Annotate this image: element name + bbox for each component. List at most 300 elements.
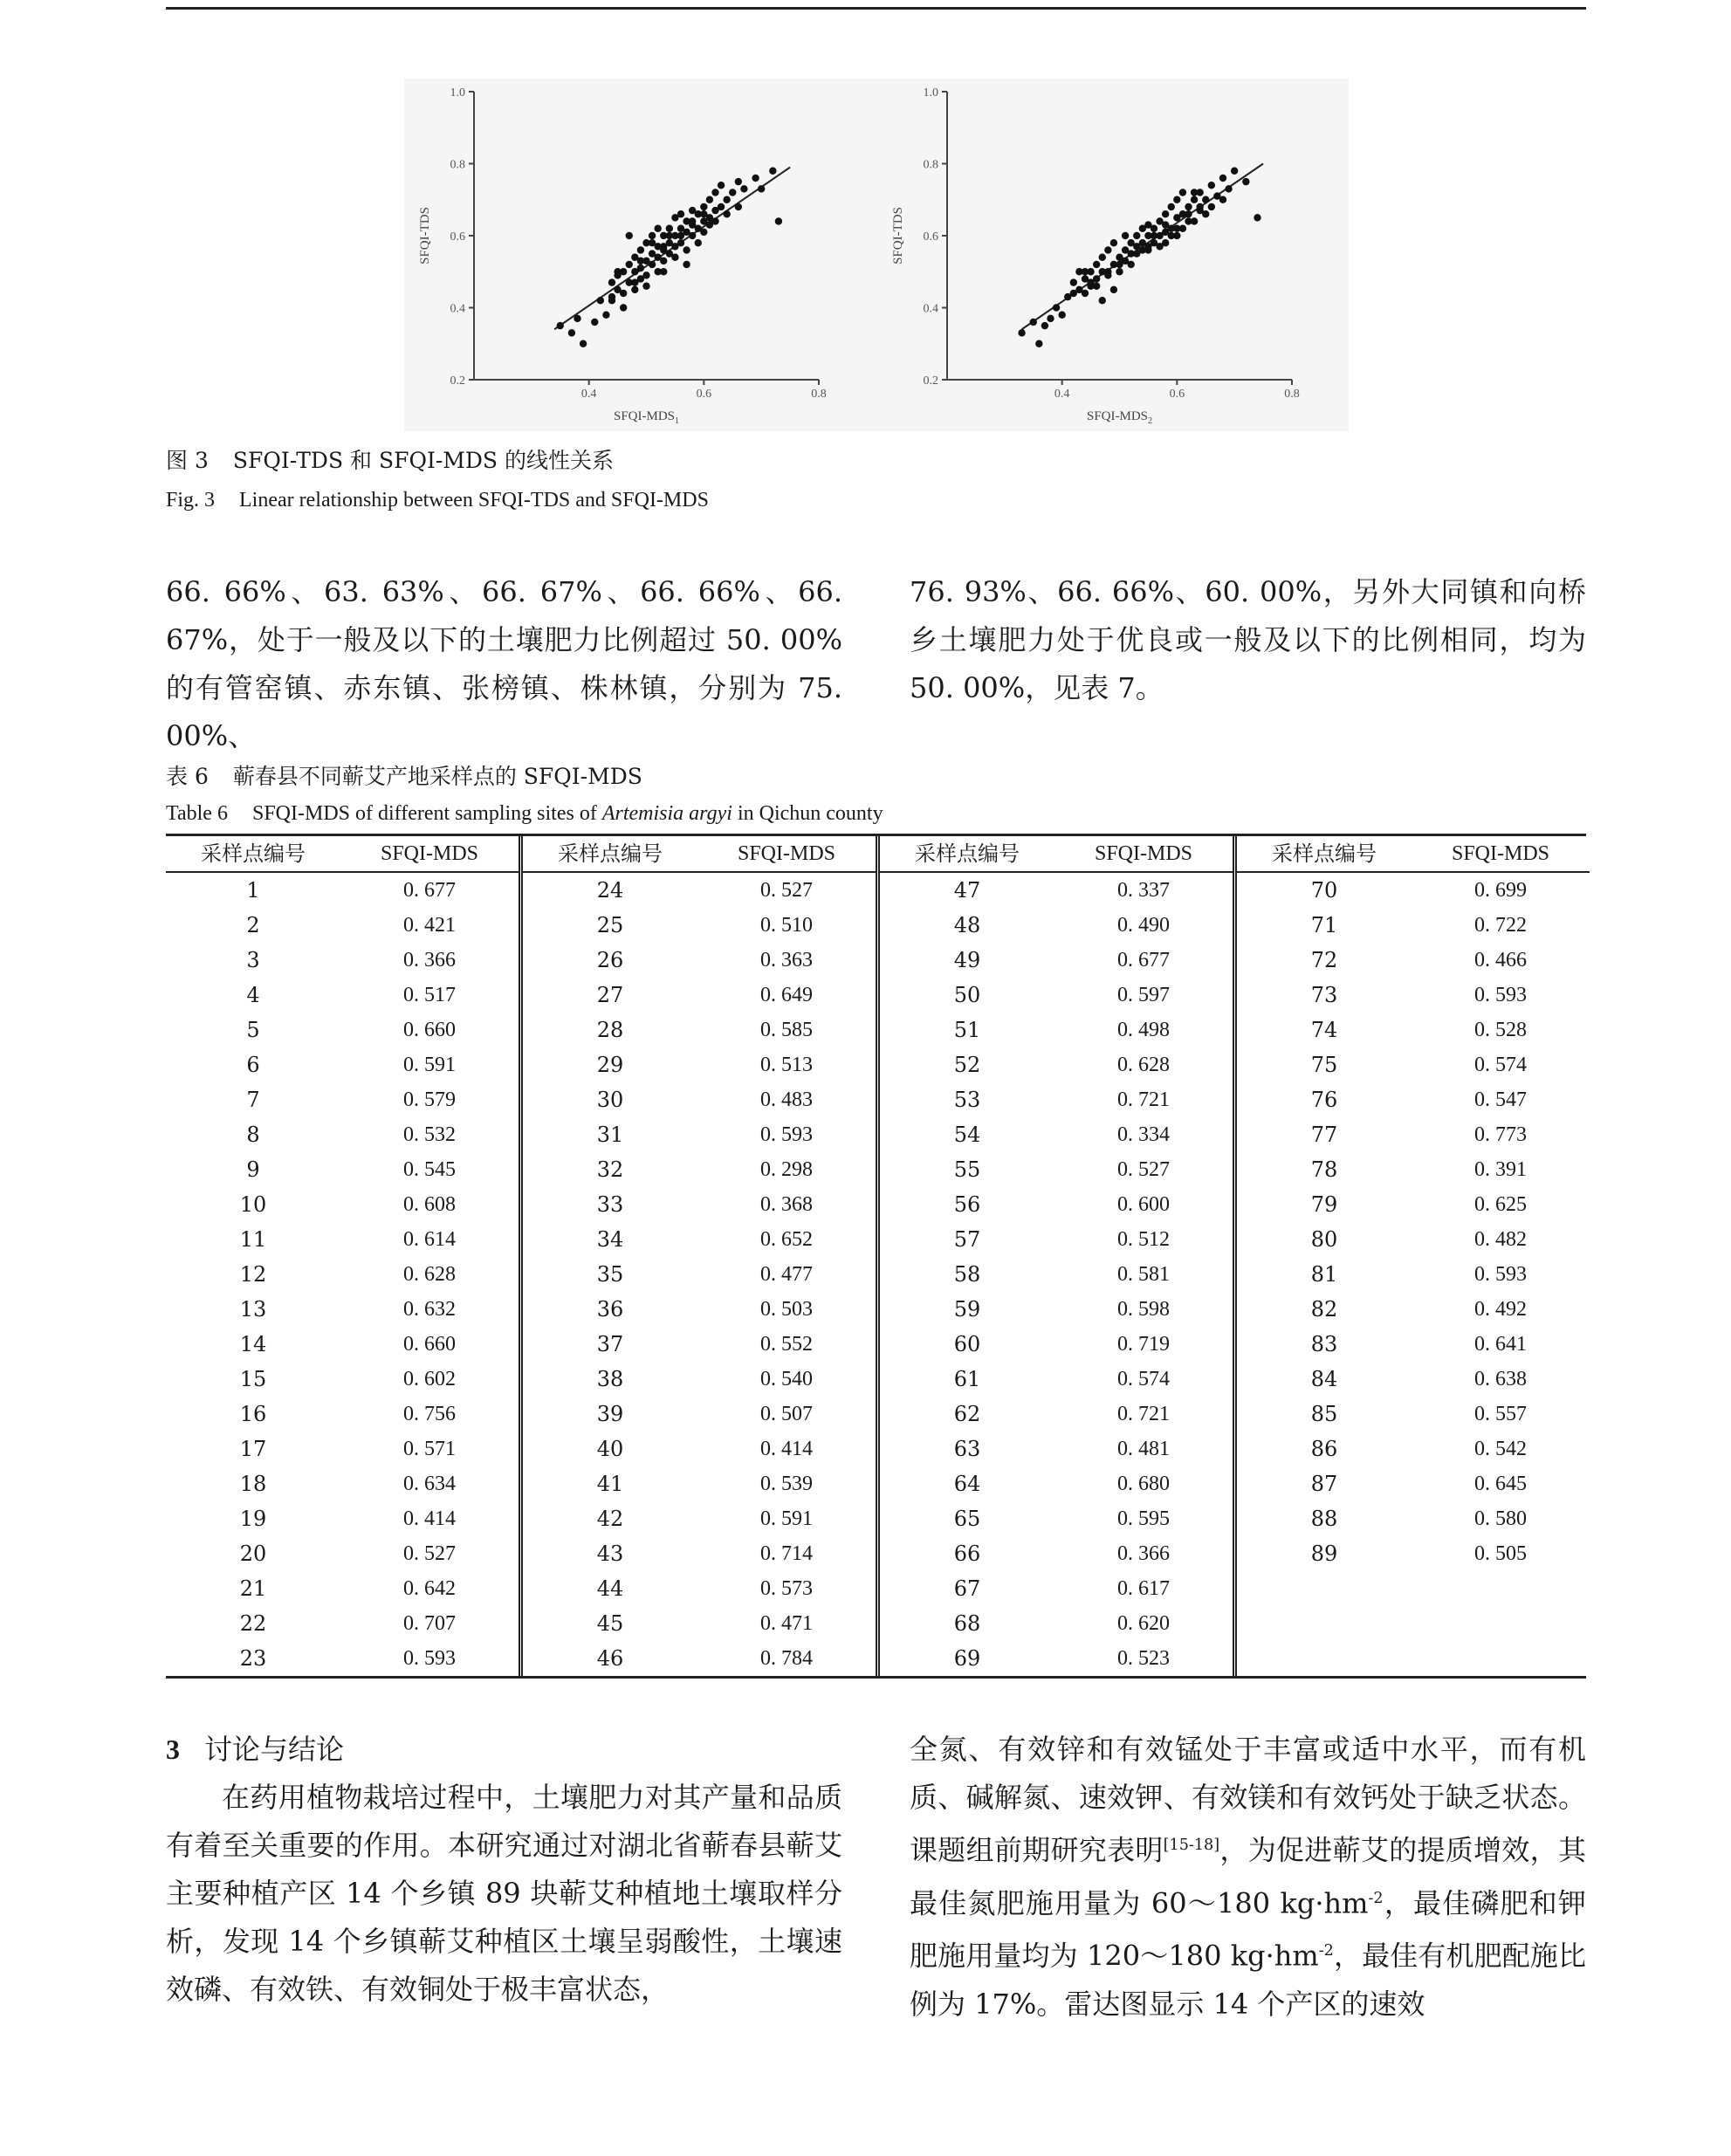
sfqi-mds-cell: 0. 707 xyxy=(403,1612,456,1635)
table-row xyxy=(523,1432,876,1466)
sfqi-mds-cell: 0. 641 xyxy=(1474,1333,1527,1356)
table-row xyxy=(880,1606,1233,1641)
section-3-right xyxy=(910,1726,1586,2029)
sfqi-mds-cell: 0. 660 xyxy=(403,1333,456,1356)
site-id-cell: 83 xyxy=(1310,1332,1338,1356)
site-id-cell: 21 xyxy=(239,1576,267,1601)
site-id-cell: 74 xyxy=(1310,1018,1338,1042)
data-point xyxy=(1162,239,1169,246)
sfqi-mds-cell: 0. 571 xyxy=(403,1438,456,1460)
site-id-cell: 10 xyxy=(239,1192,267,1217)
data-point xyxy=(1196,189,1203,196)
table-row xyxy=(1237,1397,1590,1432)
sfqi-mds-cell: 0. 574 xyxy=(1117,1368,1170,1390)
sfqi-mds-cell: 0. 414 xyxy=(760,1438,813,1460)
site-id-cell: 60 xyxy=(953,1332,981,1356)
data-point xyxy=(637,264,644,271)
sfqi-mds-cell: 0. 527 xyxy=(760,879,813,902)
table-row xyxy=(1237,1082,1590,1117)
site-id-cell: 23 xyxy=(239,1646,267,1671)
table-row xyxy=(523,943,876,978)
sfqi-mds-cell: 0. 517 xyxy=(403,984,456,1006)
body-paragraph-left: 66. 66%、63. 63%、66. 67%、66. 66%、66. 67%，处于一般及以下的土壤肥力比例超过 50. 00% 的有管窑镇、赤东镇、张榜镇、株林镇，分别为 75. 00%、 xyxy=(166,575,842,752)
table-row xyxy=(166,1152,519,1187)
site-id-cell: 8 xyxy=(246,1123,260,1147)
site-id-cell: 81 xyxy=(1310,1262,1338,1287)
site-id-cell: 19 xyxy=(239,1507,267,1531)
table-row xyxy=(1237,1187,1590,1222)
sfqi-mds-cell: 0. 492 xyxy=(1474,1298,1527,1321)
site-id-cell: 15 xyxy=(239,1367,267,1391)
table-row xyxy=(523,978,876,1013)
data-point xyxy=(574,315,580,322)
table-header-row xyxy=(523,836,876,873)
sfqi-mds-cell: 0. 614 xyxy=(403,1228,456,1251)
sfqi-mds-cell: 0. 547 xyxy=(1474,1088,1527,1111)
sfqi-mds-cell: 0. 642 xyxy=(403,1577,456,1600)
sfqi-mds-cell: 0. 366 xyxy=(1117,1542,1170,1565)
x-tick-label: 0.8 xyxy=(811,388,827,401)
sfqi-mds-cell xyxy=(1412,1641,1590,1676)
table-6-title-cn: 表 6 蕲春县不同蕲艾产地采样点的 SFQI-MDS xyxy=(166,764,642,789)
site-id-cell: 1 xyxy=(246,878,260,903)
sfqi-mds-cell: 0. 507 xyxy=(760,1403,813,1425)
data-point xyxy=(1122,232,1129,239)
sfqi-mds-cell: 0. 719 xyxy=(1117,1333,1170,1356)
sfqi-mds-cell: 0. 628 xyxy=(1117,1054,1170,1076)
data-point xyxy=(1058,312,1065,319)
data-point xyxy=(1070,278,1077,285)
table-row xyxy=(166,1082,519,1117)
site-id-cell: 33 xyxy=(596,1192,624,1217)
site-id-cell: 16 xyxy=(239,1402,267,1426)
data-point xyxy=(695,239,702,246)
data-point xyxy=(735,203,742,210)
header-site-id: 采样点编号 xyxy=(1272,841,1377,866)
y-tick-label: 0.2 xyxy=(450,374,465,388)
figure-caption-en: Fig. 3 Linear relationship between SFQI-TDS and SFQI-MDS xyxy=(166,489,709,512)
table-row xyxy=(166,908,519,943)
sfqi-mds-cell: 0. 366 xyxy=(403,949,456,972)
site-id-cell: 26 xyxy=(596,948,624,972)
site-id-cell: 17 xyxy=(239,1437,267,1461)
data-point xyxy=(729,189,736,196)
sfqi-mds-cell: 0. 714 xyxy=(760,1542,813,1565)
table-row xyxy=(880,1152,1233,1187)
table-row xyxy=(523,1327,876,1362)
data-point xyxy=(1225,185,1232,192)
table-row xyxy=(880,1292,1233,1327)
data-point xyxy=(637,246,644,253)
header-sfqi-mds: SFQI-MDS xyxy=(1451,842,1550,865)
site-id-cell: 45 xyxy=(596,1611,624,1636)
table-row xyxy=(1237,1152,1590,1187)
data-point xyxy=(1191,217,1198,224)
site-id-cell: 54 xyxy=(953,1123,981,1147)
data-point xyxy=(568,329,575,336)
table-row xyxy=(880,1047,1233,1082)
site-id-cell: 68 xyxy=(953,1611,981,1636)
data-point xyxy=(666,225,673,232)
axis-lines xyxy=(474,92,819,380)
sfqi-mds-cell: 0. 628 xyxy=(403,1263,456,1286)
site-id-cell: 37 xyxy=(596,1332,624,1356)
y-tick-label: 0.2 xyxy=(923,374,938,388)
table-row xyxy=(880,1362,1233,1397)
sfqi-mds-cell: 0. 602 xyxy=(403,1368,456,1390)
table-row xyxy=(166,1571,519,1606)
data-point xyxy=(642,283,649,290)
table-row xyxy=(523,1187,876,1222)
site-id-cell: 47 xyxy=(953,878,981,903)
site-id-cell: 64 xyxy=(953,1472,981,1496)
table-row xyxy=(523,1047,876,1082)
data-point xyxy=(1082,290,1089,297)
site-id-cell: 57 xyxy=(953,1227,981,1252)
data-point xyxy=(620,290,627,297)
site-id-cell: 51 xyxy=(953,1018,981,1042)
table-row xyxy=(166,1641,519,1676)
data-point xyxy=(769,168,776,175)
data-point xyxy=(1219,196,1226,203)
y-tick-label: 0.8 xyxy=(923,158,938,172)
sfqi-mds-cell: 0. 481 xyxy=(1117,1438,1170,1460)
sfqi-mds-cell: 0. 600 xyxy=(1117,1193,1170,1216)
table-row xyxy=(166,1466,519,1501)
site-id-cell: 79 xyxy=(1310,1192,1338,1217)
table-row xyxy=(880,1257,1233,1292)
table-row xyxy=(1237,1466,1590,1501)
site-id-cell: 11 xyxy=(239,1227,267,1252)
data-point xyxy=(1133,232,1140,239)
table-row xyxy=(523,1362,876,1397)
data-point xyxy=(689,232,696,239)
data-point xyxy=(671,254,678,261)
data-point xyxy=(631,286,638,293)
table-row xyxy=(523,1257,876,1292)
table-row xyxy=(1237,1501,1590,1536)
site-id-cell: 59 xyxy=(953,1297,981,1322)
sfqi-mds-cell: 0. 557 xyxy=(1474,1403,1527,1425)
site-id-cell: 71 xyxy=(1310,913,1338,937)
table-row xyxy=(523,1641,876,1676)
data-point xyxy=(677,210,684,217)
y-tick-label: 0.6 xyxy=(450,230,465,244)
data-point xyxy=(626,232,633,239)
data-point xyxy=(602,312,609,319)
site-id-cell: 40 xyxy=(596,1437,624,1461)
site-id-cell: 66 xyxy=(953,1541,981,1566)
table-row xyxy=(523,1466,876,1501)
data-point xyxy=(1219,175,1226,182)
data-point xyxy=(654,225,661,232)
site-id-cell: 2 xyxy=(246,913,260,937)
table-row xyxy=(166,873,519,908)
site-id-cell: 62 xyxy=(953,1402,981,1426)
site-id-cell: 87 xyxy=(1310,1472,1338,1496)
sfqi-mds-cell: 0. 466 xyxy=(1474,949,1527,972)
table-row xyxy=(880,1082,1233,1117)
table-row xyxy=(523,1397,876,1432)
body-paragraph-right: 76. 93%、66. 66%、60. 00%，另外大同镇和向桥乡土壤肥力处于优良或一般及以下的比例相同，均为 50. 00%，见表 7。 xyxy=(910,575,1586,704)
site-id-cell: 44 xyxy=(596,1576,624,1601)
data-point xyxy=(1208,203,1215,210)
table-row xyxy=(1237,1536,1590,1571)
sfqi-mds-cell: 0. 477 xyxy=(760,1263,813,1286)
table-header-row xyxy=(166,836,519,873)
data-point xyxy=(700,210,707,217)
table-row xyxy=(880,873,1233,908)
table-row xyxy=(166,1187,519,1222)
sfqi-mds-cell: 0. 505 xyxy=(1474,1542,1527,1565)
site-id-cell: 31 xyxy=(596,1123,624,1147)
header-site-id: 采样点编号 xyxy=(558,841,663,866)
sfqi-mds-cell: 0. 414 xyxy=(403,1507,456,1530)
table-row xyxy=(523,1117,876,1152)
site-id-cell: 36 xyxy=(596,1297,624,1322)
sfqi-mds-cell: 0. 721 xyxy=(1117,1403,1170,1425)
site-id-cell: 12 xyxy=(239,1262,267,1287)
sfqi-mds-cell: 0. 573 xyxy=(760,1577,813,1600)
sfqi-mds-cell: 0. 532 xyxy=(403,1123,456,1146)
table-row xyxy=(1237,1292,1590,1327)
site-id-cell: 80 xyxy=(1310,1227,1338,1252)
data-point xyxy=(677,232,684,239)
sfqi-mds-cell: 0. 579 xyxy=(403,1088,456,1111)
table-row xyxy=(880,1397,1233,1432)
table-row xyxy=(880,978,1233,1013)
header-site-id: 采样点编号 xyxy=(201,841,306,866)
sfqi-mds-cell: 0. 784 xyxy=(760,1647,813,1670)
data-point xyxy=(614,268,621,275)
section-3-paragraph-continued: 全氮、有效锌和有效锰处于丰富或适中水平，而有机质、碱解氮、速效钾、有效镁和有效钙处于缺乏状态。课题组前期研究表明[15-18]，为促进蕲艾的提质增效，其最佳氮肥施用量为 60～180 $kg\cdot hm^{-2}$，最佳磷肥和钾肥施用量均为 120～180 $kg\cdot hm^{-2}$，最佳有机肥配施比例为 17%。雷达图显示 14 个产区的速效 xyxy=(910,1733,1586,2021)
sfqi-mds-cell: 0. 581 xyxy=(1117,1263,1170,1286)
site-id-cell: 61 xyxy=(953,1367,981,1391)
site-id-cell: 88 xyxy=(1310,1507,1338,1531)
data-point xyxy=(557,322,564,329)
site-id-cell: 29 xyxy=(596,1053,624,1077)
table-row xyxy=(523,1606,876,1641)
table-row xyxy=(523,873,876,908)
sfqi-mds-cell: 0. 334 xyxy=(1117,1123,1170,1146)
sfqi-mds-cell: 0. 593 xyxy=(403,1647,456,1670)
data-point xyxy=(1041,322,1048,329)
site-id-cell: 65 xyxy=(953,1507,981,1531)
site-id-cell: 22 xyxy=(239,1611,267,1636)
site-id-cell: 69 xyxy=(953,1646,981,1671)
sfqi-mds-cell: 0. 634 xyxy=(403,1473,456,1495)
sfqi-mds-cell: 0. 632 xyxy=(403,1298,456,1321)
site-id-cell: 72 xyxy=(1310,948,1338,972)
site-id-cell: 48 xyxy=(953,913,981,937)
site-id-cell: 27 xyxy=(596,983,624,1007)
data-point xyxy=(700,203,707,210)
data-point xyxy=(1018,329,1025,336)
y-tick-label: 1.0 xyxy=(450,86,465,100)
site-id-cell: 49 xyxy=(953,948,981,972)
data-point xyxy=(1202,196,1209,203)
sfqi-mds-cell: 0. 677 xyxy=(403,879,456,902)
section-3-left xyxy=(166,1726,842,2014)
data-point xyxy=(1047,315,1054,322)
sfqi-mds-cell: 0. 512 xyxy=(1117,1228,1170,1251)
sfqi-mds-cell: 0. 677 xyxy=(1117,949,1170,972)
data-point xyxy=(649,261,656,268)
table-row xyxy=(523,1082,876,1117)
table-row xyxy=(1237,1013,1590,1047)
table-row xyxy=(166,943,519,978)
data-point xyxy=(1242,178,1249,185)
data-point xyxy=(1179,189,1186,196)
data-point xyxy=(597,297,604,304)
sfqi-mds-cell: 0. 680 xyxy=(1117,1473,1170,1495)
sfqi-mds-cell: 0. 421 xyxy=(403,914,456,937)
data-point xyxy=(1254,214,1260,221)
table-row xyxy=(166,1536,519,1571)
header-site-id: 采样点编号 xyxy=(915,841,1020,866)
data-point xyxy=(706,196,713,203)
site-id-cell: 41 xyxy=(596,1472,624,1496)
data-point xyxy=(631,278,638,285)
site-id-cell: 78 xyxy=(1310,1157,1338,1182)
data-point xyxy=(1231,168,1238,175)
site-id-cell xyxy=(1237,1606,1412,1641)
table-column-group-1 xyxy=(166,836,519,1676)
site-id-cell xyxy=(1237,1571,1412,1606)
data-point xyxy=(1082,268,1089,275)
table-row xyxy=(523,1501,876,1536)
site-id-cell: 25 xyxy=(596,913,624,937)
data-point xyxy=(1202,210,1209,217)
data-point xyxy=(740,185,747,192)
table-row xyxy=(1237,873,1590,908)
data-point xyxy=(1173,196,1180,203)
data-point xyxy=(1093,261,1100,268)
sfqi-mds-cell: 0. 597 xyxy=(1117,984,1170,1006)
site-id-cell: 43 xyxy=(596,1541,624,1566)
sfqi-mds-cell: 0. 652 xyxy=(760,1228,813,1251)
sfqi-mds-cell: 0. 552 xyxy=(760,1333,813,1356)
table-row xyxy=(1237,1362,1590,1397)
site-id-cell: 73 xyxy=(1310,983,1338,1007)
data-point xyxy=(1185,203,1192,210)
sfqi-mds-cell: 0. 591 xyxy=(760,1507,813,1530)
site-id-cell: 85 xyxy=(1310,1402,1338,1426)
data-point xyxy=(1173,232,1180,239)
data-point xyxy=(775,217,782,224)
site-id-cell: 30 xyxy=(596,1088,624,1112)
site-id-cell: 28 xyxy=(596,1018,624,1042)
table-6 xyxy=(166,834,1586,1679)
sfqi-mds-cell: 0. 593 xyxy=(1474,1263,1527,1286)
data-point xyxy=(608,297,615,304)
sfqi-mds-cell: 0. 337 xyxy=(1117,879,1170,902)
sfqi-mds-cell: 0. 593 xyxy=(1474,984,1527,1006)
table-row xyxy=(523,1571,876,1606)
data-point xyxy=(642,271,649,278)
site-id-cell: 34 xyxy=(596,1227,624,1252)
table-row xyxy=(166,1222,519,1257)
table-6-title-en: Table 6 SFQI-MDS of different sampling sites of Artemisia argyi in Qichun county xyxy=(166,802,883,825)
data-point xyxy=(1173,225,1180,232)
data-point xyxy=(1035,340,1042,347)
x-axis-label: SFQI-$MDS_1$ xyxy=(613,409,680,426)
sfqi-mds-cell: 0. 620 xyxy=(1117,1612,1170,1635)
site-id-cell: 76 xyxy=(1310,1088,1338,1112)
x-tick-label: 0.8 xyxy=(1284,388,1300,401)
sfqi-mds-cell: 0. 298 xyxy=(760,1158,813,1181)
data-point xyxy=(1070,290,1077,297)
data-point xyxy=(1053,304,1060,311)
site-id-cell: 53 xyxy=(953,1088,981,1112)
y-tick-label: 0.8 xyxy=(450,158,465,172)
data-point xyxy=(666,232,673,239)
site-id-cell: 14 xyxy=(239,1332,267,1356)
site-id-cell: 35 xyxy=(596,1262,624,1287)
data-point xyxy=(1116,268,1123,275)
data-point xyxy=(1104,246,1111,253)
data-point xyxy=(1208,182,1215,189)
running-header-fragment xyxy=(698,0,1030,3)
data-point xyxy=(700,229,707,236)
sfqi-mds-cell: 0. 617 xyxy=(1117,1577,1170,1600)
table-row xyxy=(523,1152,876,1187)
table-column-group-2 xyxy=(519,836,876,1676)
data-point xyxy=(580,340,587,347)
site-id-cell: 18 xyxy=(239,1472,267,1496)
sfqi-mds-cell: 0. 593 xyxy=(760,1123,813,1146)
x-axis-label: SFQI-$MDS_2$ xyxy=(1086,409,1153,426)
site-id-cell: 56 xyxy=(953,1192,981,1217)
table-row xyxy=(880,1327,1233,1362)
table-row xyxy=(1237,1432,1590,1466)
data-point xyxy=(683,261,690,268)
table-row xyxy=(1237,1606,1590,1641)
data-point xyxy=(677,239,684,246)
sfqi-mds-cell: 0. 503 xyxy=(760,1298,813,1321)
site-id-cell: 39 xyxy=(596,1402,624,1426)
header-sfqi-mds: SFQI-MDS xyxy=(380,842,479,865)
data-point xyxy=(718,182,725,189)
data-point xyxy=(1196,203,1203,210)
table-row xyxy=(166,1362,519,1397)
table-row xyxy=(1237,1641,1590,1676)
data-point xyxy=(711,189,718,196)
data-point xyxy=(689,217,696,224)
table-row xyxy=(1237,1257,1590,1292)
data-point xyxy=(1162,210,1169,217)
table-row xyxy=(523,1222,876,1257)
table-row xyxy=(166,1327,519,1362)
sfqi-mds-cell: 0. 699 xyxy=(1474,879,1527,902)
site-id-cell: 52 xyxy=(953,1053,981,1077)
y-tick-label: 0.4 xyxy=(450,302,465,316)
y-axis-label: SFQI-TDS xyxy=(891,207,905,264)
sfqi-mds-cell: 0. 598 xyxy=(1117,1298,1170,1321)
header-sfqi-mds: SFQI-MDS xyxy=(737,842,836,865)
sfqi-mds-cell: 0. 363 xyxy=(760,949,813,972)
sfqi-mds-cell: 0. 773 xyxy=(1474,1123,1527,1146)
table-row xyxy=(166,1292,519,1327)
table-row xyxy=(880,1432,1233,1466)
table-row xyxy=(880,1571,1233,1606)
table-row xyxy=(1237,1571,1590,1606)
sfqi-mds-cell: 0. 540 xyxy=(760,1368,813,1390)
scatter-plot-mds2 xyxy=(877,79,1349,431)
sfqi-mds-cell: 0. 510 xyxy=(760,914,813,937)
table-row xyxy=(523,1292,876,1327)
sfqi-mds-cell: 0. 585 xyxy=(760,1019,813,1041)
